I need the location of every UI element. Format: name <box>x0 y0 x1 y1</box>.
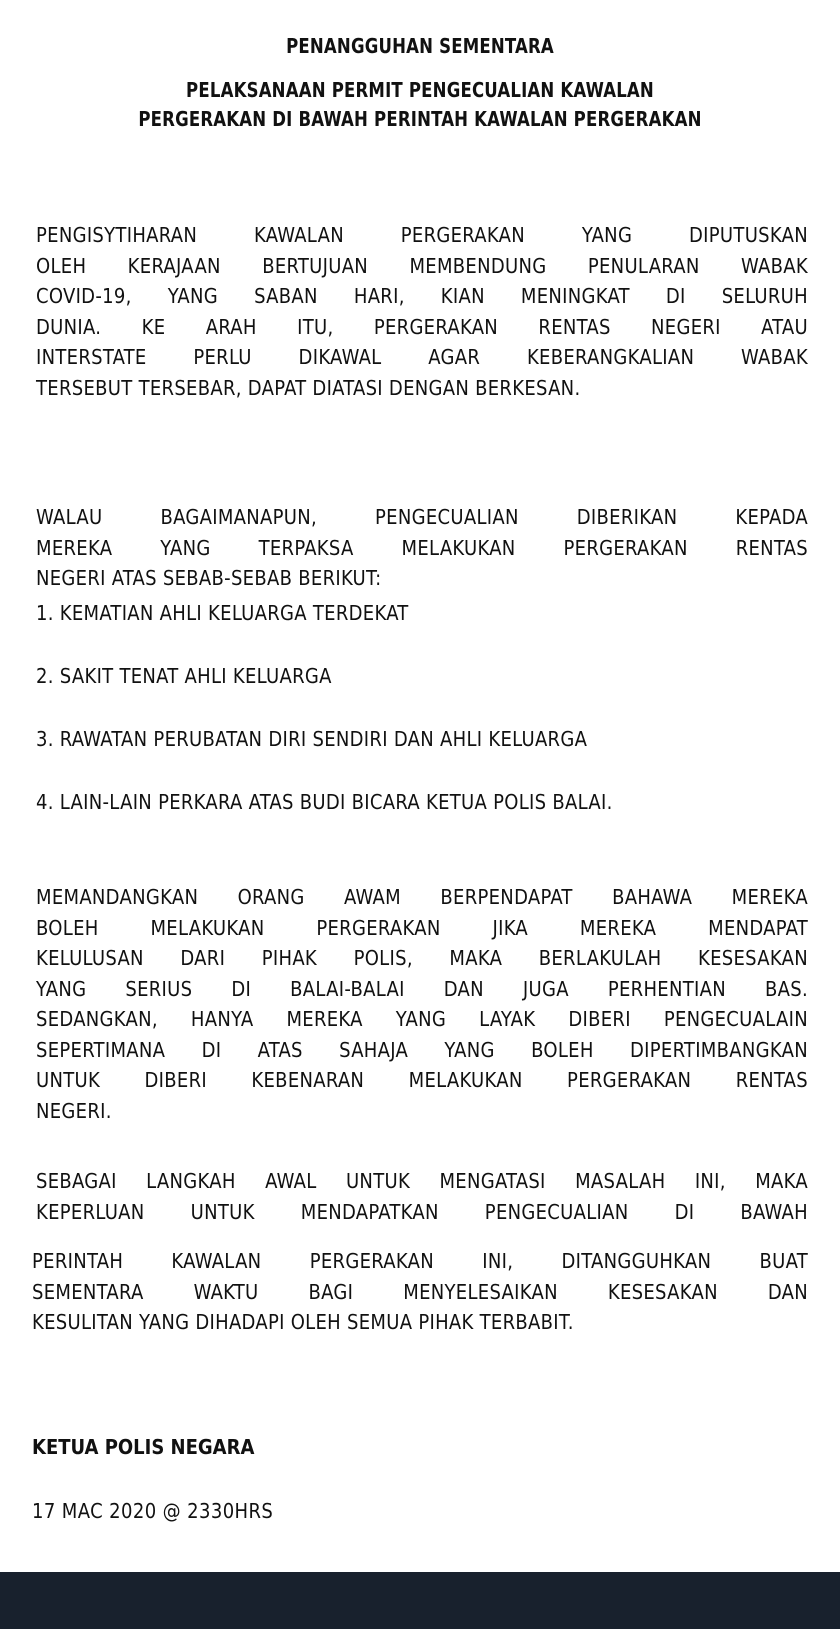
list-item: 4. LAIN-LAIN PERKARA ATAS BUDI BICARA KETUA POLIS BALAI. <box>36 790 613 814</box>
paragraph-line: INTERSTATE PERLU DIKAWAL AGAR KEBERANGKALIAN WABAK <box>36 345 808 369</box>
paragraph-line: NEGERI. <box>36 1098 112 1123</box>
paragraph-line: UNTUK DIBERI KEBENARAN MELAKUKAN PERGERAKAN RENTAS <box>36 1068 808 1092</box>
paragraph-line: NEGERI ATAS SEBAB-SEBAB BERIKUT: <box>36 566 382 590</box>
footer-bar <box>0 1572 840 1629</box>
paragraph-line: KEPERLUAN UNTUK MENDAPATKAN PENGECUALIAN DI BAWAH <box>36 1199 808 1224</box>
paragraph-line: PERINTAH KAWALAN PERGERAKAN INI, DITANGGUHKAN BUAT <box>32 1249 808 1273</box>
paragraph-line: WALAU BAGAIMANAPUN, PENGECUALIAN DIBERIKAN KEPADA <box>36 505 808 529</box>
paragraph-line: COVID-19, YANG SABAN HARI, KIAN MENINGKAT DI SELURUH <box>36 284 808 308</box>
paragraph-line: SEMENTARA WAKTU BAGI MENYELESAIKAN KESESAKAN DAN <box>32 1279 808 1304</box>
paragraph-line: SEDANGKAN, HANYA MEREKA YANG LAYAK DIBERI PENGECUALAIN <box>36 1007 808 1031</box>
signatory: KETUA POLIS NEGARA <box>32 1435 255 1459</box>
paragraph-line: SEPERTIMANA DI ATAS SAHAJA YANG BOLEH DIPERTIMBANGKAN <box>36 1037 808 1062</box>
paragraph-congestion <box>36 882 808 1126</box>
paragraph-line: YANG SERIUS DI BALAI-BALAI DAN JUGA PERHENTIAN BAS. <box>36 976 808 1001</box>
paragraph-declaration <box>36 220 808 403</box>
paragraph-measure <box>36 1166 808 1227</box>
paragraph-line: MEREKA YANG TERPAKSA MELAKUKAN PERGERAKAN RENTAS <box>36 535 808 560</box>
paragraph-line: TERSEBUT TERSEBAR, DAPAT DIATASI DENGAN BERKESAN. <box>36 375 581 400</box>
paragraph-line: PENGISYTIHARAN KAWALAN PERGERAKAN YANG DIPUTUSKAN <box>36 223 808 247</box>
list-item: 3. RAWATAN PERUBATAN DIRI SENDIRI DAN AHLI KELUARGA <box>36 727 588 751</box>
subtitle-line: PERGERAKAN DI BAWAH PERINTAH KAWALAN PERGERAKAN <box>138 107 702 131</box>
paragraph-line: KESULITAN YANG DIHADAPI OLEH SEMUA PIHAK TERBABIT. <box>32 1310 574 1334</box>
subtitle-line: PELAKSANAAN PERMIT PENGECUALIAN KAWALAN <box>186 78 654 102</box>
list-item: 1. KEMATIAN AHLI KELUARGA TERDEKAT <box>36 601 409 625</box>
document-title: PENANGGUHAN SEMENTARA <box>286 34 554 58</box>
paragraph-line: BOLEH MELAKUKAN PERGERAKAN JIKA MEREKA MENDAPAT <box>36 915 808 940</box>
paragraph-exemptions <box>36 502 808 594</box>
paragraph-line: MEMANDANGKAN ORANG AWAM BERPENDAPAT BAHAWA MEREKA <box>36 885 808 909</box>
paragraph-suspension <box>32 1246 808 1338</box>
paragraph-line: OLEH KERAJAAN BERTUJUAN MEMBENDUNG PENULARAN WABAK <box>36 253 808 278</box>
paragraph-line: DUNIA. KE ARAH ITU, PERGERAKAN RENTAS NEGERI ATAU <box>36 314 808 339</box>
document-subtitle <box>34 76 807 134</box>
paragraph-line: SEBAGAI LANGKAH AWAL UNTUK MENGATASI MASALAH INI, MAKA <box>36 1169 808 1193</box>
list-item: 2. SAKIT TENAT AHLI KELUARGA <box>36 664 332 688</box>
document-date: 17 MAC 2020 @ 2330HRS <box>32 1499 274 1523</box>
paragraph-line: KELULUSAN DARI PIHAK POLIS, MAKA BERLAKULAH KESESAKAN <box>36 946 808 970</box>
